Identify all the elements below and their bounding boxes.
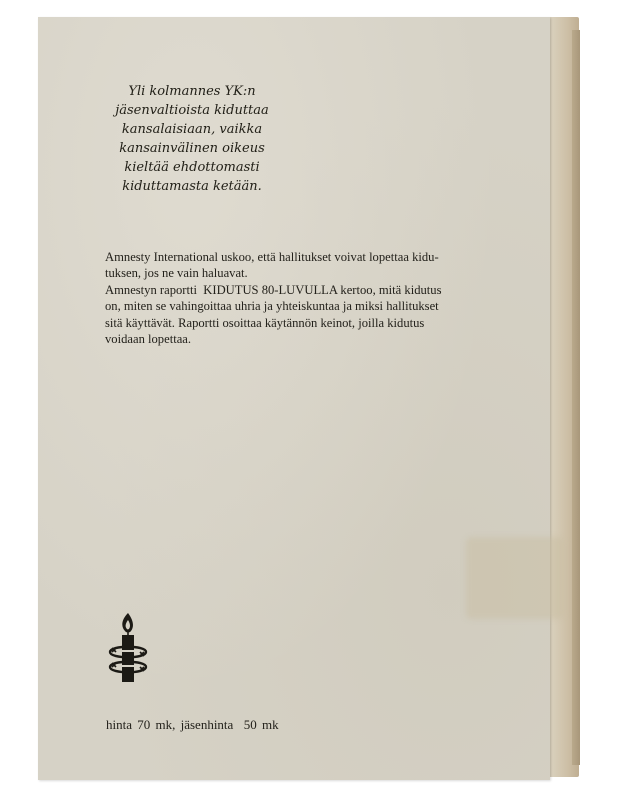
quote-line: jäsenvaltioista kiduttaa [115,103,269,118]
description-line: Amnestyn raportti KIDUTUS 80-LUVULLA kertoo, mitä kidutus [105,282,442,297]
quote-line: kieltää ehdottomasti [124,160,260,175]
description-line: sitä käyttävät. Raportti osoittaa käytännön keinot, joilla kidutus [105,315,425,330]
quote-line: kiduttamasta ketään. [122,179,262,194]
description-line: voidaan lopettaa. [105,332,192,347]
quote-block [72,82,312,196]
description-line: on, miten se vahingoittaa uhria ja yhteiskuntaa ja miksi hallitukset [105,299,439,314]
quote-line: Yli kolmannes YK:n [128,84,256,99]
quote-line: kansainvälinen oikeus [119,141,265,156]
description-text [105,249,523,347]
price-text: hinta 70 mk, jäsenhinta 50 mk [106,717,279,732]
quote-line: kansalaisiaan, vaikka [121,122,263,137]
amnesty-candle-barbed-wire-icon [106,612,150,684]
description-line: Amnesty International uskoo, että hallitukset voivat lopettaa kidu- [105,250,439,264]
book-spine-edge [572,30,580,765]
paper-stain [466,537,564,619]
description-line: tuksen, jos ne vain haluavat. [105,266,248,281]
